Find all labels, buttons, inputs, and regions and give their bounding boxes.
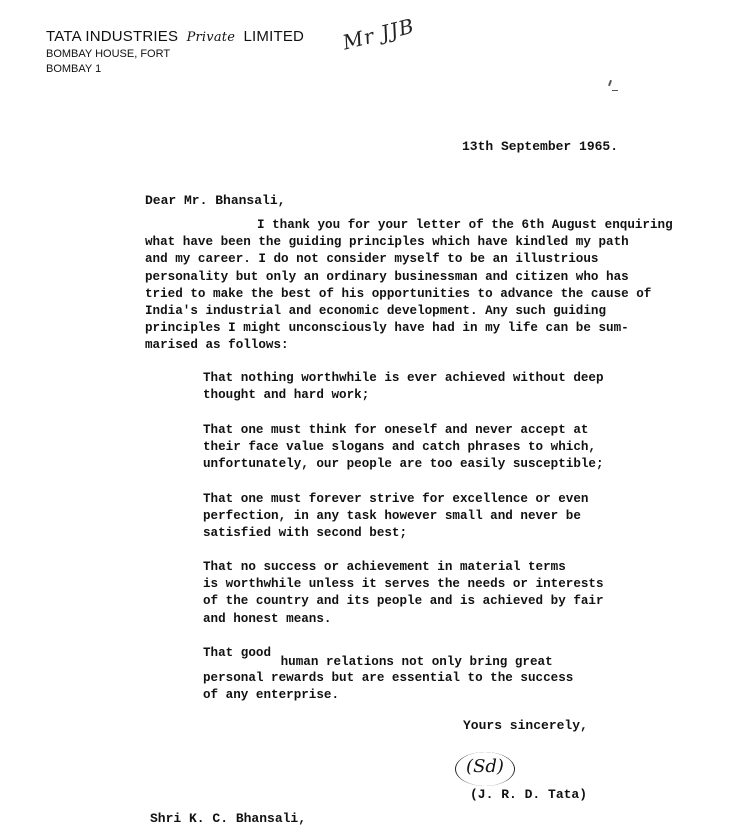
principle-line: unfortunately, our people are too easily susceptible; [203, 457, 604, 472]
letterhead [46, 28, 304, 75]
intro-line: and my career. I do not consider myself to be an illustrious [145, 252, 599, 267]
salutation: Dear Mr. Bhansali, [145, 193, 286, 208]
intro-line: India's industrial and economic development. Any such guiding [145, 304, 607, 319]
company-name-script: Private [186, 30, 236, 45]
ink-speck [608, 80, 612, 86]
handwritten-annotation: Mr JJB [340, 13, 417, 55]
principle-line: perfection, in any task however small and never be [203, 509, 581, 524]
signature-mark: (Sd) [455, 752, 515, 786]
principle-line: is worthwhile unless it serves the needs or interests [203, 577, 604, 592]
principle-line: thought and hard work; [203, 388, 370, 403]
company-name-part1: TATA [46, 28, 81, 45]
principle-line: of any enterprise. [203, 688, 340, 703]
principle-line-start: That good [203, 646, 272, 660]
principle-line: and honest means. [203, 611, 332, 626]
intro-line: tried to make the best of his opportunities to advance the cause of [145, 286, 652, 301]
principle-line [203, 645, 573, 669]
principle-line: That one must forever strive for excellence or even [203, 492, 589, 506]
company-name [46, 28, 304, 45]
principle-3 [203, 491, 588, 543]
closing: Yours sincerely, [463, 718, 588, 733]
signatory-name: (J. R. D. Tata) [470, 787, 588, 802]
intro-line: what have been the guiding principles which have kindled my path [145, 235, 629, 250]
address-line-2: BOMBAY 1 [46, 63, 102, 75]
principle-line-rest: human relations not only bring great [280, 655, 553, 669]
addressee: Shri K. C. Bhansali, [150, 811, 307, 826]
principle-line: of the country and its people and is achieved by fair [203, 594, 604, 609]
principle-line: personal rewards but are essential to the success [203, 671, 574, 686]
principle-1 [203, 370, 604, 404]
principle-line: That no success or achievement in material terms [203, 560, 566, 574]
intro-line: personality but only an ordinary businessman and citizen who has [145, 269, 629, 284]
company-name-part2: INDUSTRIES [85, 28, 179, 45]
principle-line: their face value slogans and catch phrases to which, [203, 440, 596, 455]
principle-line: satisfied with second best; [203, 526, 408, 541]
intro-line: marised as follows: [145, 338, 289, 353]
company-name-part3: LIMITED [243, 28, 305, 45]
intro-line: principles I might unconsciously have had in my life can be sum- [145, 321, 629, 336]
principle-2 [203, 422, 604, 474]
ink-speck [612, 90, 618, 91]
principle-line: That nothing worthwhile is ever achieved without deep [203, 371, 604, 385]
intro-paragraph [145, 217, 673, 355]
principle-line: That one must think for oneself and never accept at [203, 423, 589, 437]
address-line-1: BOMBAY HOUSE, FORT [46, 48, 171, 60]
letter-date: 13th September 1965. [462, 139, 619, 154]
principle-4 [203, 559, 604, 628]
principle-5 [203, 645, 573, 705]
intro-line: I thank you for your letter of the 6th August enquiring [257, 218, 673, 232]
